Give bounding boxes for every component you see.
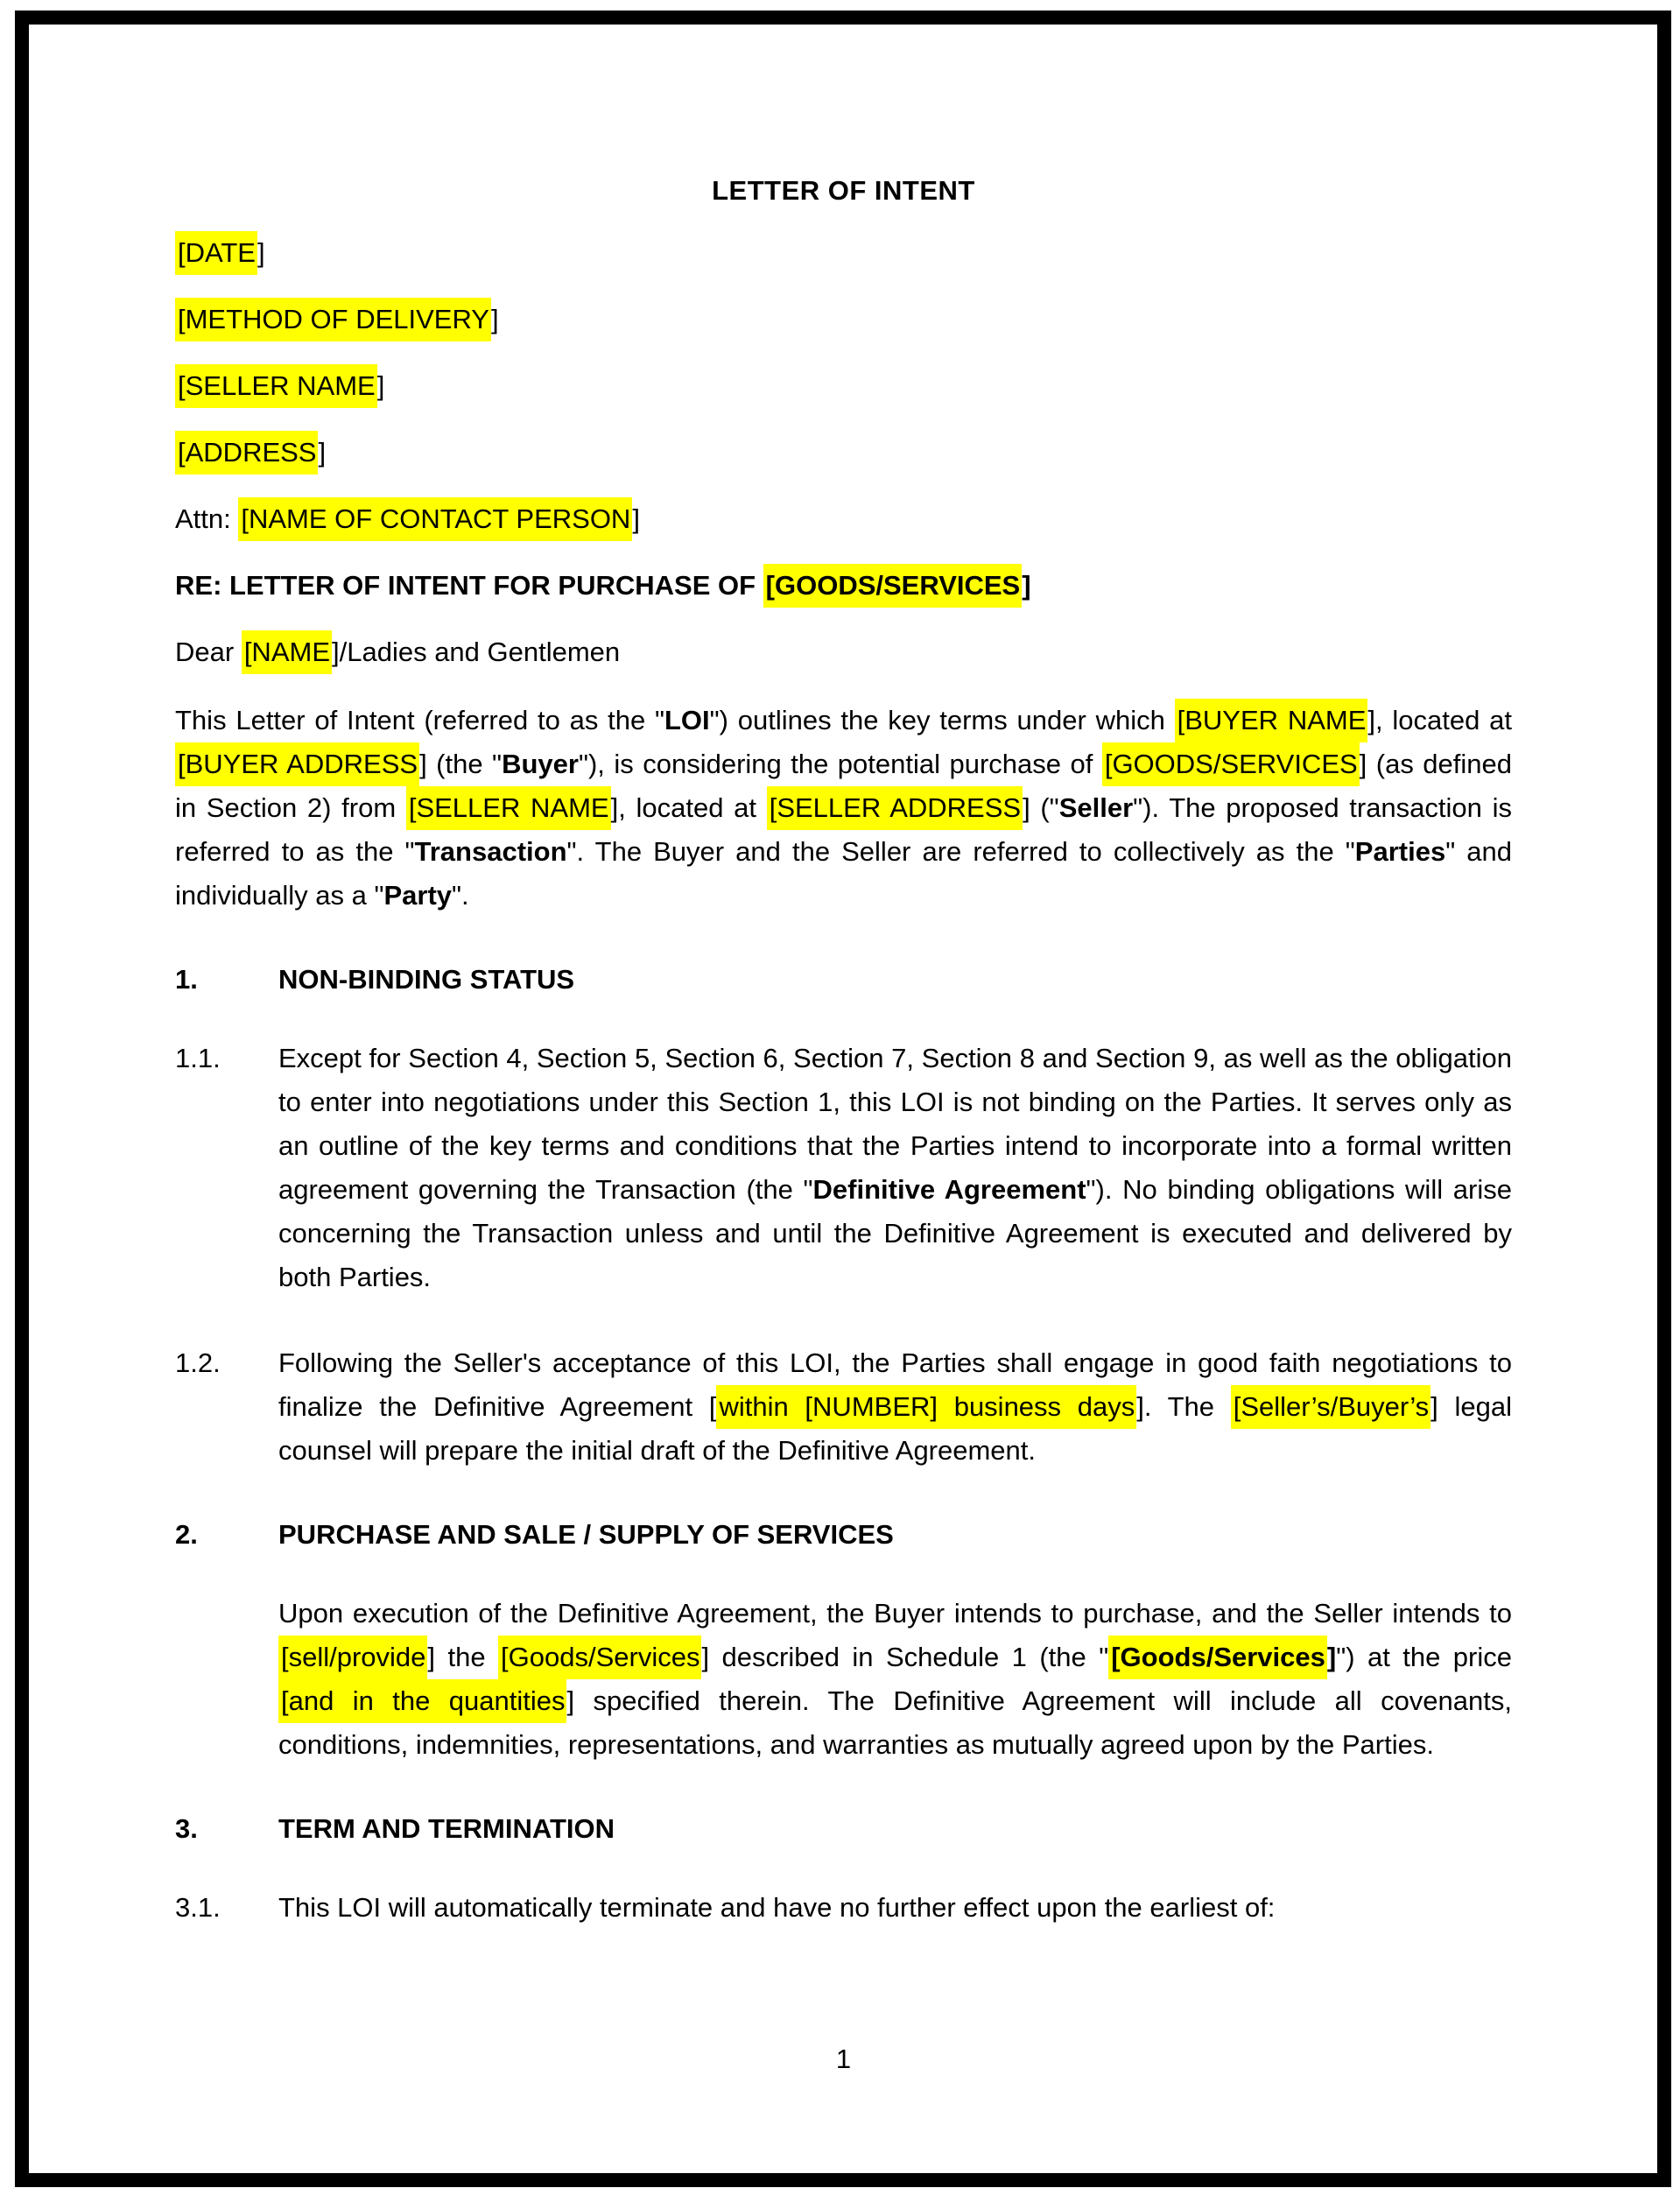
clause-number: 1.2. [175,1347,221,1378]
section-heading [278,960,1512,1000]
clause-number: 3. [175,1813,198,1844]
text-run: "). No binding obligations will arise concerning the Transaction unless and until the Definitive Agreement is executed and delivered by both Parties. [278,1174,1512,1292]
section-heading-row [175,960,1512,1000]
numbered-clause [175,1341,1512,1473]
text-run: Parties [1354,836,1446,867]
clause-number: 3.1. [175,1892,221,1923]
document-body [175,0,1512,1972]
document-title [175,173,1512,208]
text-run: ] [1326,1642,1337,1672]
clause-number: 1. [175,964,198,995]
page-number: 1 [835,2044,852,2074]
placeholder-highlight: [METHOD OF DELIVERY [175,298,491,341]
text-run: ] specified therein. The Definitive Agreement will include all covenants, conditions, indemnities, representations, and warranties as mutually agreed upon by the Parties. [278,1685,1512,1760]
placeholder-highlight: [GOODS/SERVICES [1102,742,1360,786]
text-run: ] [376,370,385,401]
text-run: ] described in Schedule 1 (the " [701,1642,1109,1672]
placeholder-highlight: [BUYER ADDRESS [175,742,419,786]
placeholder-highlight: [GOODS/SERVICES [763,564,1023,608]
text-run: Transaction [414,836,567,867]
address-line [175,299,1512,340]
text-run: Except for Section 4, Section 5, Section 6, Section 7, Section 8 and Section 9, as well as the obligation to enter into negotiations under this Section 1, this LOI is not binding on the Parties. It serves only as an outline of the key terms and conditions that the Parties intend to incorporate into a formal written agreement governing the Transaction (the " [278,1043,1512,1205]
text-run: ], located at [1367,705,1512,735]
address-line [175,433,1512,473]
section-heading-row [175,1515,1512,1555]
text-run: ". The Buyer and the Seller are referred to collectively as the " [566,836,1355,867]
address-line [175,499,1512,539]
text-run: ] legal counsel will prepare the initial draft of the Definitive Agreement. [278,1391,1512,1466]
indented-paragraph [278,1592,1512,1767]
placeholder-highlight: [SELLER ADDRESS [767,786,1023,830]
text-run: Dear [175,637,242,667]
clause-text [278,1886,1512,1930]
text-run: Attn: [175,503,239,534]
numbered-clause [175,1886,1512,1930]
text-run: ] [1022,570,1031,601]
text-run: ], located at [610,792,767,823]
text-run: " and individually as a " [175,836,1512,911]
address-line [175,632,1512,672]
placeholder-highlight: [sell/provide [278,1636,427,1679]
text-run: PURCHASE AND SALE / SUPPLY OF SERVICES [278,1519,894,1550]
address-line [175,366,1512,406]
text-run: ] [257,237,265,268]
placeholder-highlight: [BUYER NAME [1175,699,1368,742]
text-run: LETTER OF INTENT [712,175,975,206]
numbered-clause [175,1037,1512,1299]
text-run: NON-BINDING STATUS [278,964,575,995]
placeholder-highlight: [Seller’s/Buyer’s [1231,1385,1430,1429]
clause-text [278,1037,1512,1299]
section-heading [278,1515,1512,1555]
placeholder-highlight: within [NUMBER] business days [716,1385,1136,1429]
address-line [175,566,1512,606]
placeholder-highlight: [NAME [242,630,332,674]
placeholder-highlight: [DATE [175,231,257,275]
text-run: Following the Seller's acceptance of this LOI, the Parties shall engage in good faith negotiations to finalize the Definitive Agreement [ [278,1347,1512,1422]
text-run: ") outlines the key terms under which [709,705,1175,735]
text-run: Party [383,880,453,911]
clause-number: 1.1. [175,1043,221,1073]
placeholder-highlight: [SELLER NAME [406,786,611,830]
section-heading [278,1809,1512,1849]
clause-number: 2. [175,1519,198,1550]
section-heading-row [175,1809,1512,1849]
text-run: TERM AND TERMINATION [278,1813,615,1844]
placeholder-highlight: [ADDRESS [175,431,318,475]
text-run: ]/Ladies and Gentlemen [332,637,621,667]
placeholder-highlight: [Goods/Services [498,1636,701,1679]
text-run: RE: LETTER OF INTENT FOR PURCHASE OF [175,570,763,601]
text-run: This Letter of Intent (referred to as the " [175,705,664,735]
text-run: Seller [1058,792,1134,823]
body-paragraph [175,699,1512,918]
text-run: "). The proposed transaction is referred to as the " [175,792,1512,867]
placeholder-highlight: [Goods/Services [1108,1636,1327,1679]
placeholder-highlight: [NAME OF CONTACT PERSON [238,497,632,541]
clause-text [278,1341,1512,1473]
text-run: ] (as defined in Section 2) from [175,749,1513,823]
text-run: ] [318,437,327,468]
text-run: "), is considering the potential purchase of [578,749,1102,779]
text-run: ] the [427,1642,499,1672]
text-run: ". [452,880,469,911]
text-run: ]. The [1136,1391,1231,1422]
text-run: ] (the " [419,749,503,779]
text-run: LOI [664,705,710,735]
text-run: ] (" [1023,792,1059,823]
text-run: This LOI will automatically terminate and have no further effect upon the earliest of: [278,1892,1276,1923]
text-run: ] [632,503,640,534]
text-run: Buyer [502,749,579,779]
text-run: ] [491,304,499,334]
text-run: Upon execution of the Definitive Agreement, the Buyer intends to purchase, and the Seller intends to [278,1598,1512,1629]
placeholder-highlight: [SELLER NAME [175,364,377,408]
text-run: ") at the price [1336,1642,1513,1672]
text-run: Definitive Agreement [812,1174,1086,1205]
placeholder-highlight: [and in the quantities [278,1679,566,1723]
address-line [175,233,1512,273]
